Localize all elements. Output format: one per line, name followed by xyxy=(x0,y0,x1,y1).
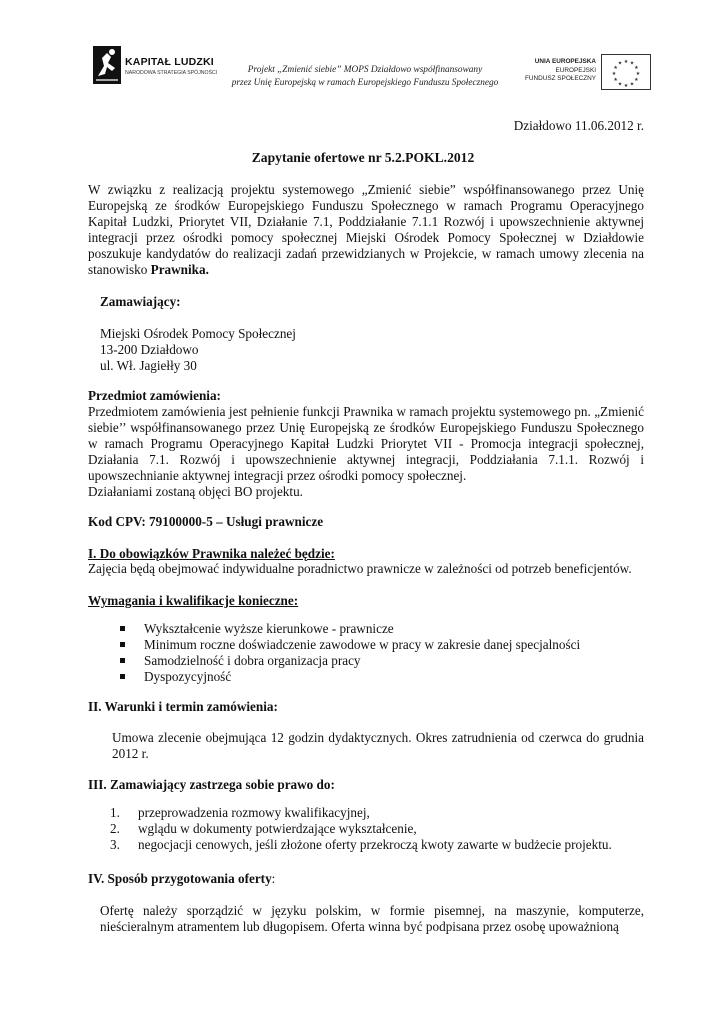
svg-text:★: ★ xyxy=(613,65,618,71)
eu-caption-line-3: FUNDUSZ SPOŁECZNY xyxy=(524,75,596,83)
prep-heading: IV. Sposób przygotowania oferty xyxy=(88,871,272,886)
logo-name: KAPITAŁ LUDZKI xyxy=(125,56,214,68)
prep-heading-line: IV. Sposób przygotowania oferty: xyxy=(88,871,276,886)
eu-caption-line-2: EUROPEJSKI xyxy=(555,66,596,74)
requirements-heading: Wymagania i kwalifikacje konieczne: xyxy=(88,593,299,608)
project-caption-line-2: przez Unię Europejską w ramach Europejskiego Funduszu Społecznego xyxy=(231,78,499,88)
list-item: 2. wglądu w dokumenty potwierdzające wykształcenie, xyxy=(110,821,417,836)
contracting-heading: Zamawiający: xyxy=(100,294,181,309)
list-item: 3. negocjacji cenowych, jeśli złożone oferty przekroczą kwoty zawarte w budżecie projektu. xyxy=(110,837,612,852)
svg-text:★: ★ xyxy=(611,71,617,77)
rights-heading: III. Zamawiający zastrzega sobie prawo do: xyxy=(88,777,335,792)
eu-caption-line-1: UNIA EUROPEJSKA xyxy=(534,58,596,65)
bullet-icon xyxy=(120,674,125,679)
duties-text: Zajęcia będą obejmować indywidualne poradnictwo prawnicze w zależności od potrzeb beneficjentów. xyxy=(88,561,632,576)
place-date: Działdowo 11.06.2012 r. xyxy=(513,118,644,133)
document-title: Zapytanie ofertowe nr 5.2.POKL.2012 xyxy=(251,150,475,165)
contracting-line-2: 13-200 Działdowo xyxy=(100,342,199,357)
eu-caption xyxy=(508,58,596,84)
document-header xyxy=(88,42,648,98)
svg-text:★: ★ xyxy=(617,81,623,88)
project-caption xyxy=(220,64,510,90)
intro-text: W związku z realizacją projektu systemowego „Zmienić siebie” współfinansowanego przez Unię Europejską ze środków Europejskiego Funduszu Społecznego w ramach Programu Operacyjnego Kapitał Ludzki, Priorytet VII, Działanie 7.1, Poddziałanie 7.1.1 Rozwój i upowszechnienie aktywnej integracji przez ośrodki pomocy społecznej Miejski Ośrodek Pomocy Społecznej w Działdowie poszukuje kandydatów do realizacji zadań przewidzianych w Projekcie, w ramach umowy zlecenia na stanowisko xyxy=(88,182,644,277)
bullet-icon xyxy=(120,642,125,647)
terms-heading: II. Warunki i termin zamówienia: xyxy=(88,699,278,714)
svg-text:★: ★ xyxy=(617,60,623,67)
svg-text:★: ★ xyxy=(634,77,639,83)
svg-text:★: ★ xyxy=(635,71,641,77)
subject-heading: Przedmiot zamówienia: xyxy=(88,388,221,403)
contracting-line-3: ul. Wł. Jagiełły 30 xyxy=(100,358,197,373)
terms-text: Umowa zlecenie obejmująca 12 godzin dydaktycznych. Okres zatrudnienia od czerwca do grudnia 2012 r. xyxy=(112,730,644,761)
list-item: Samodzielność i dobra organizacja pracy xyxy=(116,653,636,669)
contracting-line-1: Miejski Ośrodek Pomocy Społecznej xyxy=(100,326,296,341)
svg-text:★: ★ xyxy=(629,60,635,67)
intro-position: Prawnika. xyxy=(150,262,209,277)
svg-text:★: ★ xyxy=(623,59,629,65)
list-item: Minimum roczne doświadczenie zawodowe w pracy w zakresie danej specjalności xyxy=(116,637,636,653)
svg-text:★: ★ xyxy=(634,65,639,71)
project-caption-line-1: Projekt „Zmienić siebie” MOPS Działdowo współfinansowany xyxy=(247,65,483,75)
requirements-list xyxy=(116,621,636,685)
kapital-ludzki-emblem-icon xyxy=(93,46,121,84)
kapital-ludzki-logo xyxy=(88,44,218,94)
logo-subtitle: NARODOWA STRATEGIA SPÓJNOŚCI xyxy=(125,70,218,76)
eu-flag-icon xyxy=(601,54,651,90)
svg-text:★: ★ xyxy=(623,83,629,89)
svg-text:★: ★ xyxy=(613,77,618,83)
cpv-code: Kod CPV: 79100000-5 – Usługi prawnicze xyxy=(88,514,324,529)
svg-text:★: ★ xyxy=(629,81,635,88)
subject-extra: Działaniami zostaną objęci BO projektu. xyxy=(88,484,303,499)
list-item: Wykształcenie wyższe kierunkowe - prawnicze xyxy=(116,621,636,637)
prep-text: Ofertę należy sporządzić w języku polskim, w formie pisemnej, na maszynie, komputerze, nieścieralnym atramentem lub długopisem. Oferta winna być podpisana przez osobę upoważnioną xyxy=(100,903,644,934)
bullet-icon xyxy=(120,658,125,663)
bullet-icon xyxy=(120,626,125,631)
subject-paragraph: Przedmiotem zamówienia jest pełnienie funkcji Prawnika w ramach projektu systemowego pn. „Zmienić siebie’’ współfinansowanego przez Unię Europejską ze środków Europejskiego Funduszu Społecznego w ramach Programu Operacyjnego Kapitał Ludzki Priorytet VII - Promocja integracji społecznej, Działania 7.1. Rozwój i upowszechnienie aktywnej integracji, Poddziałania 7.1.1. Rozwój i upowszechnianie aktywnej integracji przez ośrodki pomocy społecznej. xyxy=(88,404,644,483)
duties-heading: I. Do obowiązków Prawnika należeć będzie: xyxy=(88,546,335,561)
list-item: Dyspozycyjność xyxy=(116,669,636,685)
rights-list xyxy=(110,805,640,853)
intro-paragraph xyxy=(88,182,644,278)
list-item: 1. przeprowadzenia rozmowy kwalifikacyjnej, xyxy=(110,805,370,820)
